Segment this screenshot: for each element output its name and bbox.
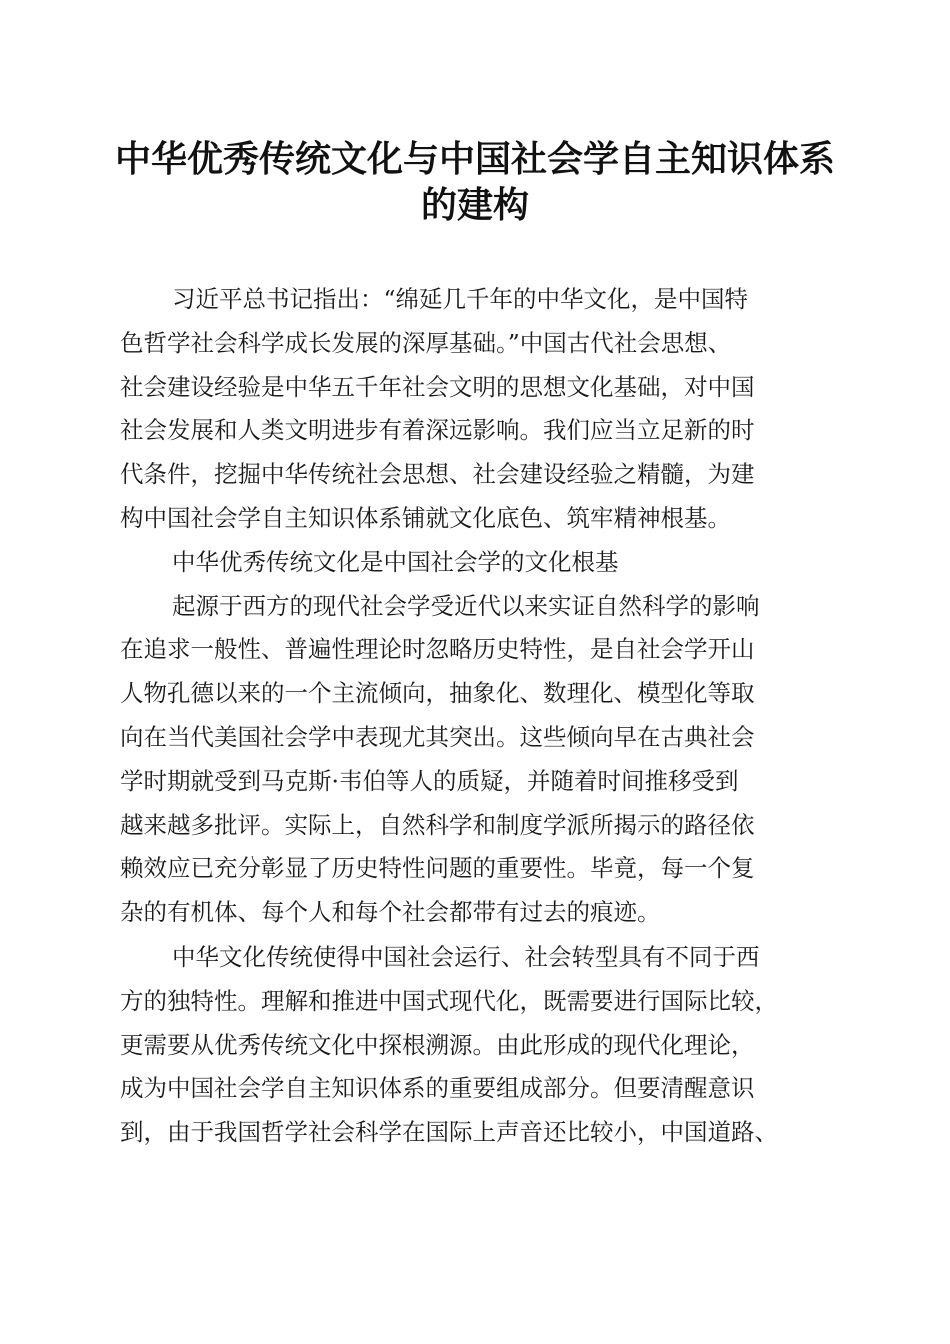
title-line: 的建构: [420, 184, 529, 226]
paragraph-line: 赖效应已充分彰显了历史特性问题的重要性。毕竟，每一个复: [120, 854, 755, 883]
paragraph-line: 越来越多批评。实际上，自然科学和制度学派所揭示的路径依: [120, 810, 755, 839]
paragraph-line: 色哲学社会科学成长发展的深厚基础。”中国古代社会思想、: [120, 328, 732, 357]
paragraph-line: 起源于西方的现代社会学受近代以来实证自然科学的影响: [172, 591, 760, 620]
paragraph-line: 社会建设经验是中华五千年社会文明的思想文化基础，对中国: [120, 372, 755, 401]
paragraph-line: 习近平总书记指出：“绵延几千年的中华文化，是中国特: [172, 285, 749, 313]
paragraph-line: 人物孔德以来的一个主流倾向，抽象化、数理化、模型化等取: [120, 679, 755, 708]
document-body: [120, 278, 832, 1155]
paragraph-line: 中华文化传统使得中国社会运行、社会转型具有不同于西: [172, 942, 760, 971]
title-line: 中华优秀传统文化与中国社会学自主知识体系: [114, 138, 835, 180]
paragraph-line: 代条件，挖掘中华传统社会思想、社会建设经验之精髓，为建: [120, 460, 755, 489]
paragraph-line: 方的独特性。理解和推进中国式现代化，既需要进行国际比较，: [120, 986, 778, 1015]
paragraph-line: 到，由于我国哲学社会科学在国际上声音还比较小，中国道路、: [120, 1118, 778, 1147]
paragraph-line: 在追求一般性、普遍性理论时忽略历史特性，是自社会学开山: [120, 635, 755, 664]
paragraph-line: 杂的有机体、每个人和每个社会都带有过去的痕迹。: [120, 898, 661, 927]
document-title: [100, 136, 850, 228]
paragraph-line: 社会发展和人类文明进步有着深远影响。我们应当立足新的时: [120, 416, 755, 445]
paragraph-line: 成为中国社会学自主知识体系的重要组成部分。但要清醒意识: [120, 1074, 755, 1103]
paragraph-line: 学时期就受到马克斯·韦伯等人的质疑，并随着时间推移受到: [120, 766, 739, 795]
paragraph-line: 构中国社会学自主知识体系铺就文化底色、筑牢精神根基。: [120, 503, 731, 532]
section-heading: 中华优秀传统文化是中国社会学的文化根基: [172, 547, 619, 576]
paragraph-line: 更需要从优秀传统文化中探根溯源。由此形成的现代化理论，: [120, 1030, 755, 1059]
paragraph-line: 向在当代美国社会学中表现尤其突出。这些倾向早在古典社会: [120, 722, 755, 751]
